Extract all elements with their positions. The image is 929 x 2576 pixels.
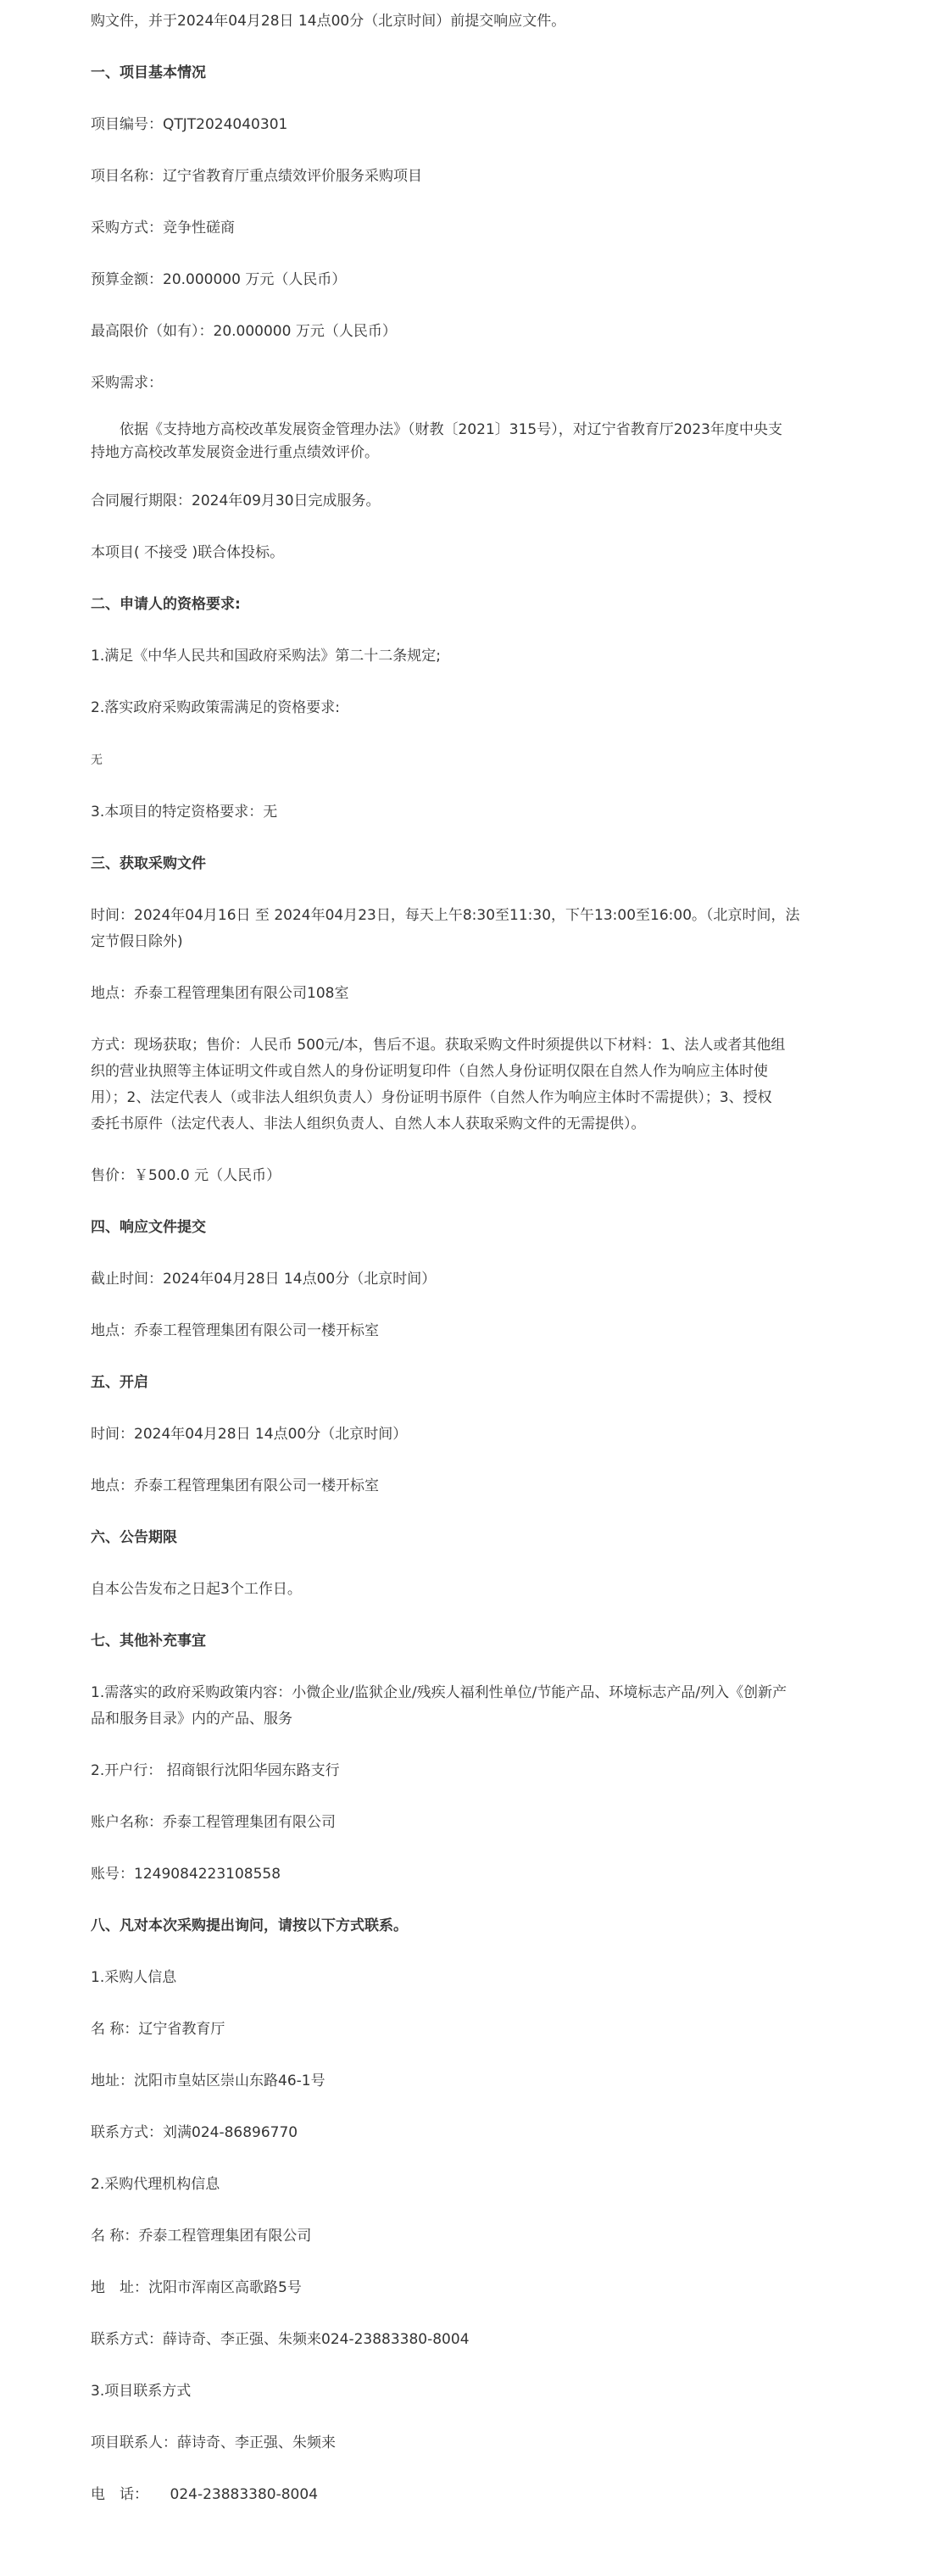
section-heading-get-documents: 三、获取采购文件 (91, 855, 206, 872)
demand-text-line-1: 依据《支持地方高校改革发展资金管理办法》（财教〔2021〕315号），对辽宁省教育厅2023年度中央支 (120, 421, 782, 438)
get-documents-time-line-1: 时间：2024年04月16日 至 2024年04月23日，每天上午8:30至11:30，下午13:00至16:00。（北京时间，法 (91, 907, 800, 924)
project-contact-title: 3.项目联系方式 (91, 2383, 192, 2400)
opening-time: 时间：2024年04月28日 14点00分（北京时间） (91, 1426, 408, 1443)
qualification-item-2: 2.落实政府采购政策需满足的资格要求: (91, 699, 340, 716)
qualification-item-2-value: 无 (91, 754, 103, 767)
demand-text-line-2: 持地方高校改革发展资金进行重点绩效评价。 (91, 444, 379, 461)
qualification-item-3: 3.本项目的特定资格要求：无 (91, 804, 278, 821)
section-heading-contact: 八、凡对本次采购提出询问，请按以下方式联系。 (91, 1917, 408, 1934)
project-contact-phone: 电 话： 024-23883380-8004 (91, 2486, 319, 2503)
buyer-name: 名 称：辽宁省教育厅 (91, 2021, 225, 2038)
agent-name: 名 称：乔泰工程管理集团有限公司 (91, 2228, 312, 2245)
consortium-note: 本项目( 不接受 )联合体投标。 (91, 544, 285, 561)
document-price: 售价：￥500.0 元（人民币） (91, 1167, 281, 1184)
opening-place: 地点：乔泰工程管理集团有限公司一楼开标室 (91, 1477, 379, 1494)
get-documents-way-line-3: 用）；2、法定代表人（或非法人组织负责人）身份证明书原件（自然人作为响应主体时不需提供）；3、授权 (91, 1089, 772, 1106)
bank-name: 2.开户行： 招商银行沈阳华园东路支行 (91, 1762, 340, 1779)
project-name: 项目名称：辽宁省教育厅重点绩效评价服务采购项目 (91, 168, 422, 185)
section-heading-notice-period: 六、公告期限 (91, 1529, 177, 1546)
agent-contact: 联系方式：薛诗奇、李正强、朱频来024-23883380-8004 (91, 2331, 470, 2348)
notice-period-text: 自本公告发布之日起3个工作日。 (91, 1581, 302, 1598)
section-heading-opening: 五、开启 (91, 1374, 148, 1391)
section-heading-basic-info: 一、项目基本情况 (91, 64, 206, 81)
demand-label: 采购需求： (91, 375, 163, 392)
buyer-info-title: 1.采购人信息 (91, 1969, 177, 1986)
get-documents-way-line-1: 方式：现场获取；售价：人民币 500元/本，售后不退。获取采购文件时须提供以下材料：1、法人或者其他组 (91, 1037, 786, 1054)
procurement-method: 采购方式：竞争性磋商 (91, 220, 235, 236)
section-heading-submission: 四、响应文件提交 (91, 1219, 206, 1236)
submission-place: 地点：乔泰工程管理集团有限公司一楼开标室 (91, 1322, 379, 1339)
budget-amount: 预算金额：20.000000 万元（人民币） (91, 271, 347, 288)
account-name: 账户名称：乔泰工程管理集团有限公司 (91, 1814, 336, 1831)
get-documents-way-line-2: 织的营业执照等主体证明文件或自然人的身份证明复印件（自然人身份证明仅限在自然人作为响应主体时使 (91, 1063, 768, 1080)
max-price: 最高限价（如有）：20.000000 万元（人民币） (91, 323, 397, 340)
get-documents-way-line-4: 委托书原件（法定代表人、非法人组织负责人、自然人本人获取采购文件的无需提供）。 (91, 1116, 646, 1132)
intro-tail-text: 购文件，并于2024年04月28日 14点00分（北京时间）前提交响应文件。 (91, 13, 566, 30)
project-contact-person: 项目联系人：薛诗奇、李正强、朱频来 (91, 2434, 336, 2451)
buyer-contact: 联系方式：刘满024-86896770 (91, 2124, 298, 2141)
buyer-address: 地址：沈阳市皇姑区崇山东路46-1号 (91, 2072, 325, 2089)
get-documents-time-line-2: 定节假日除外) (91, 933, 183, 950)
submission-deadline: 截止时间：2024年04月28日 14点00分（北京时间） (91, 1271, 437, 1288)
project-number: 项目编号：QTJT2024040301 (91, 116, 288, 133)
qualification-item-1: 1.满足《中华人民共和国政府采购法》第二十二条规定; (91, 648, 441, 665)
section-heading-qualification: 二、申请人的资格要求: (91, 596, 241, 613)
section-heading-other-matters: 七、其他补充事宜 (91, 1633, 206, 1650)
contract-period: 合同履行期限：2024年09月30日完成服务。 (91, 492, 381, 509)
account-number: 账号：1249084223108558 (91, 1866, 281, 1883)
agent-address: 地 址：沈阳市浑南区高歌路5号 (91, 2279, 302, 2296)
policy-item-line-1: 1.需落实的政府采购政策内容：小微企业/监狱企业/残疾人福利性单位/节能产品、环境标志产品/列入《创新产 (91, 1684, 787, 1701)
policy-item-line-2: 品和服务目录》内的产品、服务 (91, 1711, 292, 1728)
get-documents-place: 地点：乔泰工程管理集团有限公司108室 (91, 985, 349, 1002)
agent-info-title: 2.采购代理机构信息 (91, 2176, 220, 2193)
